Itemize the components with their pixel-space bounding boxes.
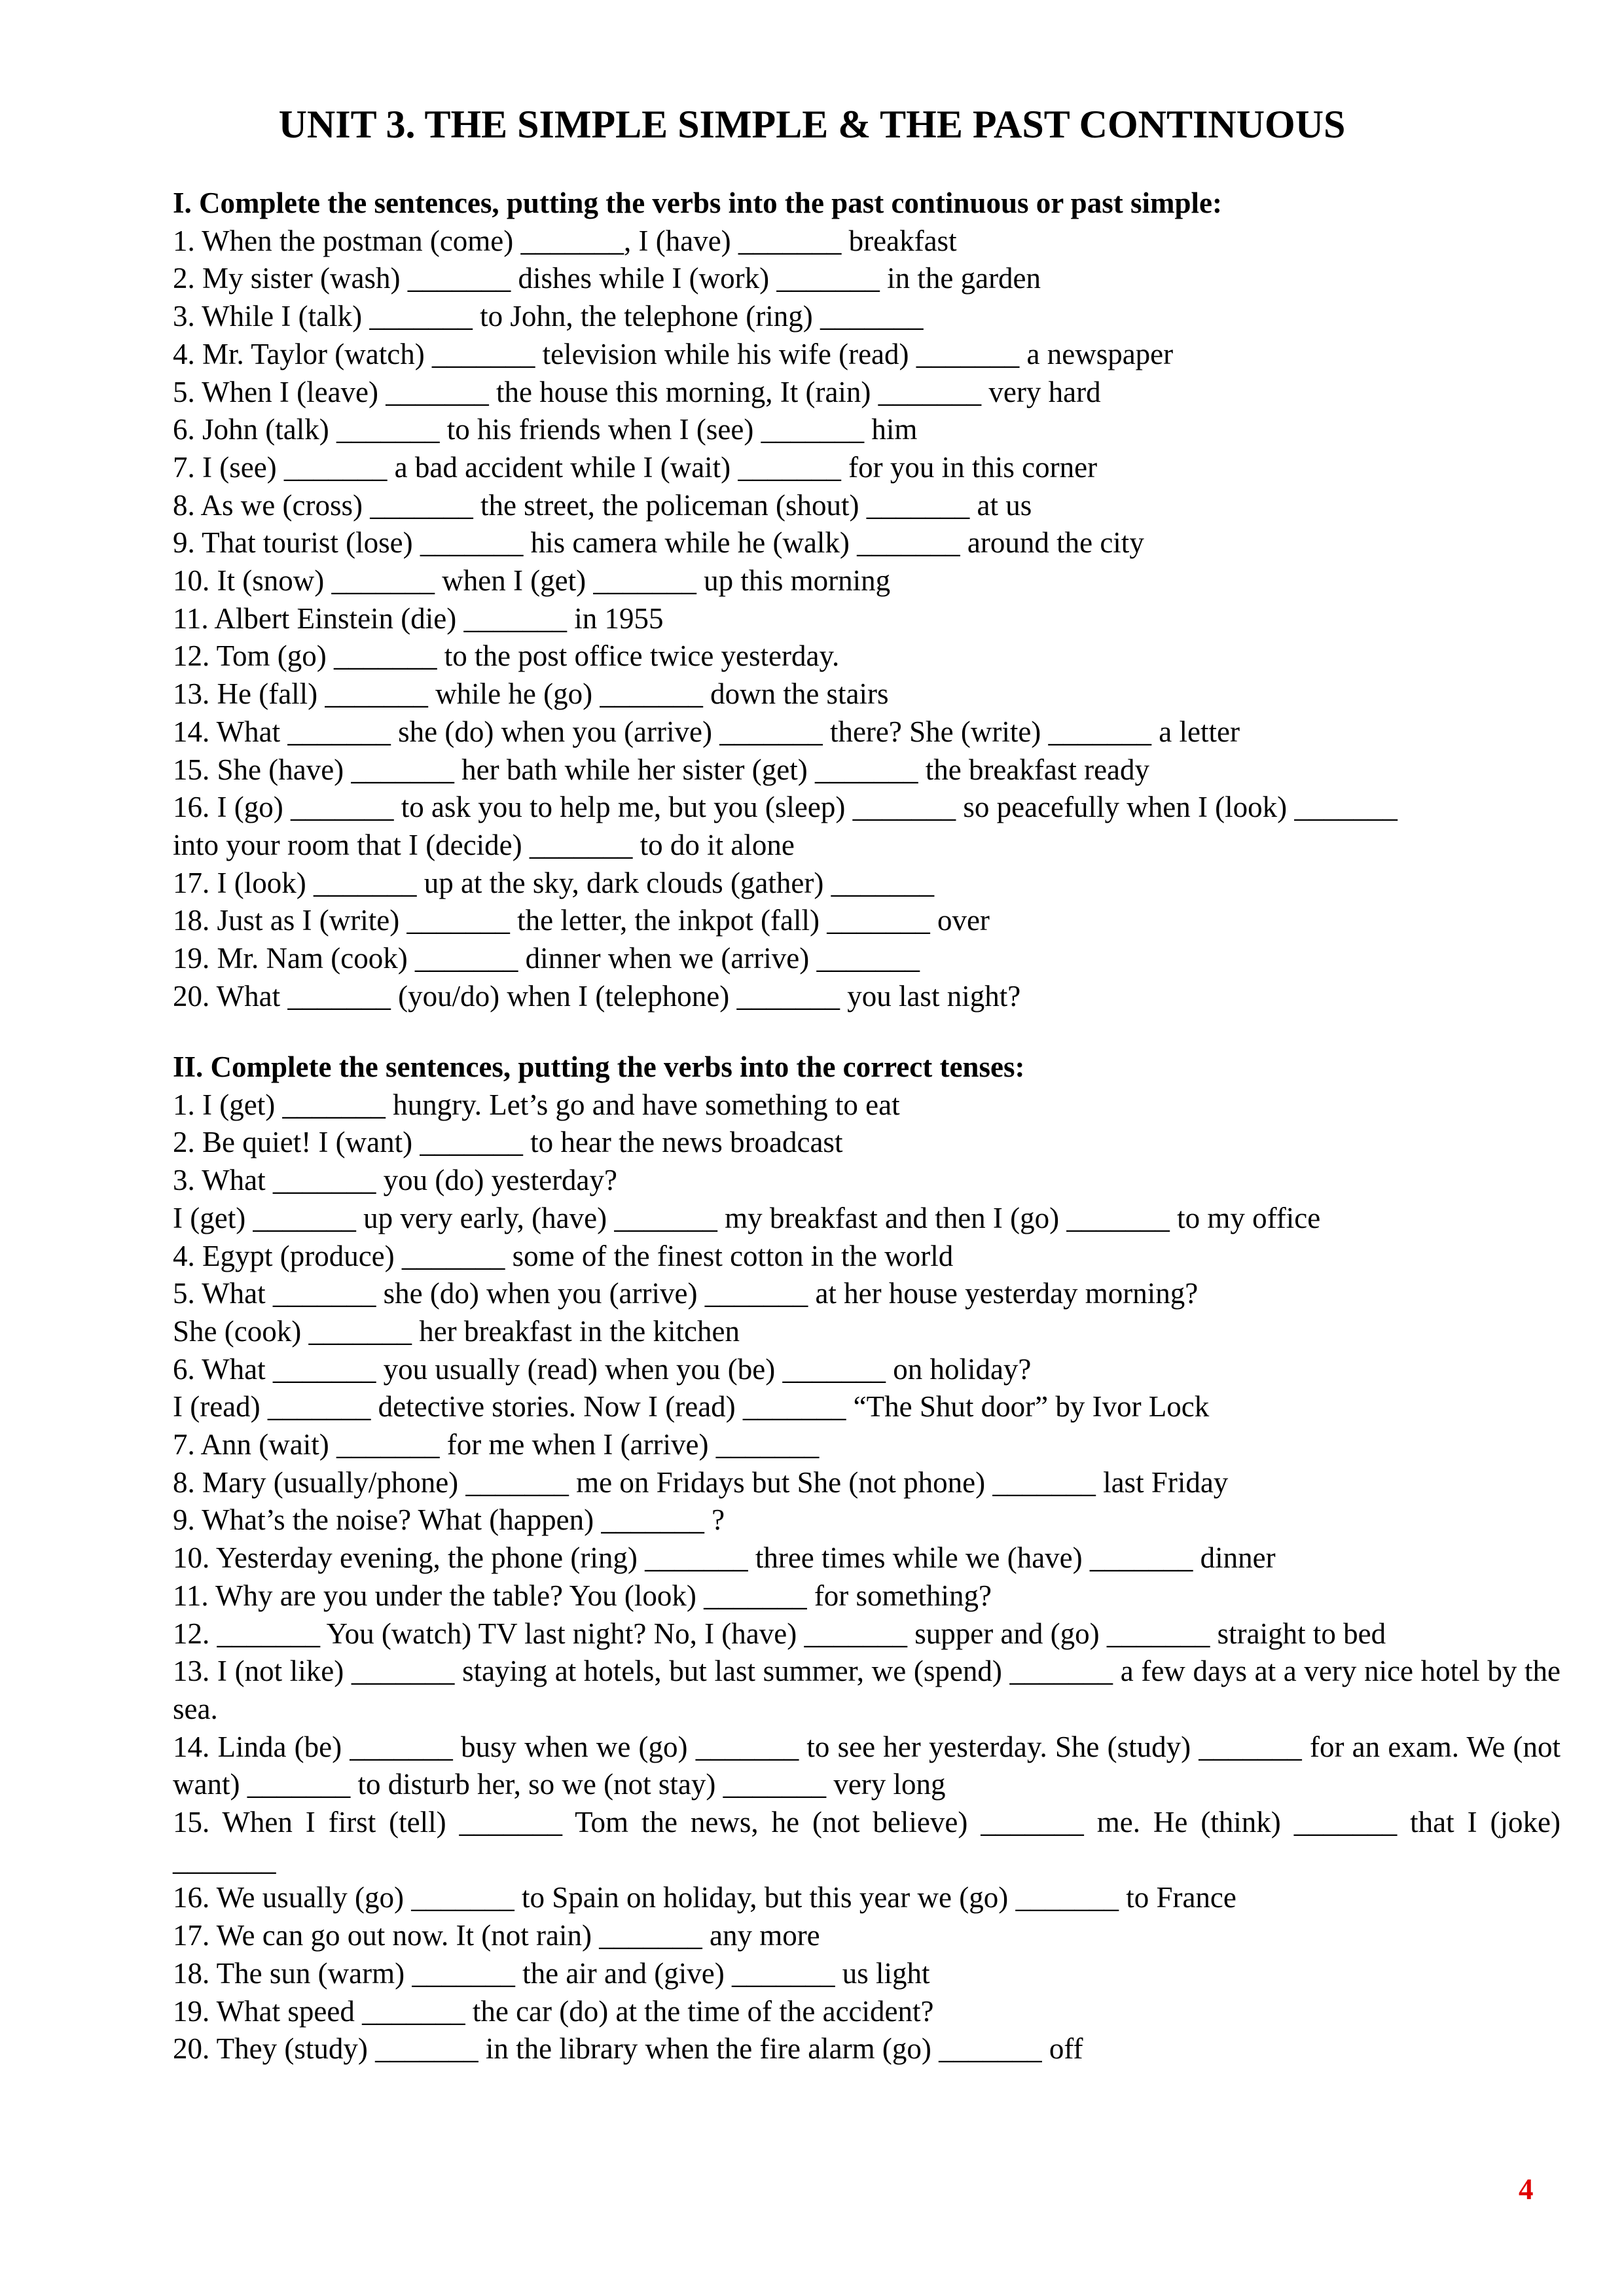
exercise-line: 17. I (look) _______ up at the sky, dark clouds (gather) _______ [173,866,935,899]
exercise-line: 8. Mary (usually/phone) _______ me on Fridays but She (not phone) _______ last Friday [173,1465,1229,1499]
page-number: 4 [1519,2173,1534,2206]
exercise-line: 20. They (study) _______ in the library when the fire alarm (go) _______ off [173,2032,1083,2066]
exercise-line: 7. I (see) _______ a bad accident while I (wait) _______ for you in this corner [173,450,1098,484]
exercise-line: 19. What speed _______ the car (do) at the time of the accident? [173,1994,934,2028]
exercise-line: 13. I (not like) _______ staying at hotels, but last summer, we (spend) _______ a few days at a very nice hotel by the sea. [173,1655,1561,1725]
exercise-line: 10. It (snow) _______ when I (get) _______ up this morning [173,564,891,598]
exercise-line: 18. The sun (warm) _______ the air and (give) _______ us light [173,1956,930,1990]
exercise-line: 4. Egypt (produce) _______ some of the finest cotton in the world [173,1239,954,1272]
exercise-line: 5. What _______ she (do) when you (arrive) _______ at her house yesterday morning? [173,1277,1199,1310]
exercise-line: 15. She (have) _______ her bath while her sister (get) _______ the breakfast ready [173,753,1150,786]
exercise-line: 20. What _______ (you/do) when I (telephone) _______ you last night? [173,979,1021,1013]
exercise-line: 4. Mr. Taylor (watch) _______ television while his wife (read) _______ a newspaper [173,337,1174,370]
exercise-line: 6. John (talk) _______ to his friends when I (see) _______ him [173,413,918,446]
exercise-line: 18. Just as I (write) _______ the letter, the inkpot (fall) _______ over [173,904,990,937]
exercise-line: 7. Ann (wait) _______ for me when I (arrive) _______ [173,1428,820,1462]
exercise-line: 12. Tom (go) _______ to the post office twice yesterday. [173,639,840,673]
exercise-section-1 [173,185,1561,1015]
exercise-line: I (read) _______ detective stories. Now I (read) _______ “The Shut door” by Ivor Lock [173,1390,1210,1424]
section-heading: I. Complete the sentences, putting the verbs into the past continuous or past simple: [173,187,1222,219]
exercise-line: 15. When I first (tell) _______ Tom the news, he (not believe) _______ me. He (think) _______ that I (joke) _______ [173,1806,1561,1876]
section-heading: II. Complete the sentences, putting the verbs into the correct tenses: [173,1050,1025,1083]
exercise-line: 14. Linda (be) _______ busy when we (go) _______ to see her yesterday. She (study) _______ for an exam. We (not want) _______ to disturb her, so we (not stay) _______ very long [173,1730,1561,1801]
exercise-line: 14. What _______ she (do) when you (arrive) _______ there? She (write) _______ a letter [173,715,1240,748]
exercise-line: 10. Yesterday evening, the phone (ring) _______ three times while we (have) _______ dinner [173,1541,1276,1575]
exercise-line: 8. As we (cross) _______ the street, the policeman (shout) _______ at us [173,488,1032,522]
exercise-line: 19. Mr. Nam (cook) _______ dinner when we (arrive) _______ [173,942,920,975]
exercise-section-2 [173,1049,1561,2068]
exercise-line: 11. Why are you under the table? You (look) _______ for something? [173,1579,992,1612]
exercise-line: She (cook) _______ her breakfast in the kitchen [173,1314,740,1348]
exercise-line: 2. My sister (wash) _______ dishes while I (work) _______ in the garden [173,262,1041,295]
exercise-line: 17. We can go out now. It (not rain) _______ any more [173,1919,820,1952]
exercise-line: 13. He (fall) _______ while he (go) _______ down the stairs [173,677,889,711]
exercise-line: 5. When I (leave) _______ the house this morning, It (rain) _______ very hard [173,375,1101,408]
exercise-line: 9. What’s the noise? What (happen) _______ ? [173,1503,725,1537]
exercise-line: 1. When the postman (come) _______, I (have) _______ breakfast [173,224,957,257]
exercise-line: 16. I (go) _______ to ask you to help me, but you (sleep) _______ so peacefully when I (look) _______ [173,791,1398,824]
exercise-line: 3. While I (talk) _______ to John, the telephone (ring) _______ [173,300,924,333]
exercise-line: 11. Albert Einstein (die) _______ in 1955 [173,601,664,635]
exercise-line: 1. I (get) _______ hungry. Let’s go and have something to eat [173,1088,900,1121]
page-title: UNIT 3. THE SIMPLE SIMPLE & THE PAST CONTINUOUS [278,103,1346,146]
exercise-line: 3. What _______ you (do) yesterday? [173,1164,617,1197]
exercise-line: 16. We usually (go) _______ to Spain on holiday, but this year we (go) _______ to France [173,1881,1236,1914]
exercise-line: 9. That tourist (lose) _______ his camera while he (walk) _______ around the city [173,526,1144,560]
exercise-line: 6. What _______ you usually (read) when you (be) _______ on holiday? [173,1352,1032,1386]
exercise-line: 12. _______ You (watch) TV last night? No, I (have) _______ supper and (go) _______ straight to bed [173,1617,1386,1650]
exercise-line: 2. Be quiet! I (want) _______ to hear the news broadcast [173,1126,843,1159]
exercise-line: into your room that I (decide) _______ to do it alone [173,828,795,861]
exercise-line: I (get) _______ up very early, (have) _______ my breakfast and then I (go) _______ to my office [173,1201,1321,1234]
